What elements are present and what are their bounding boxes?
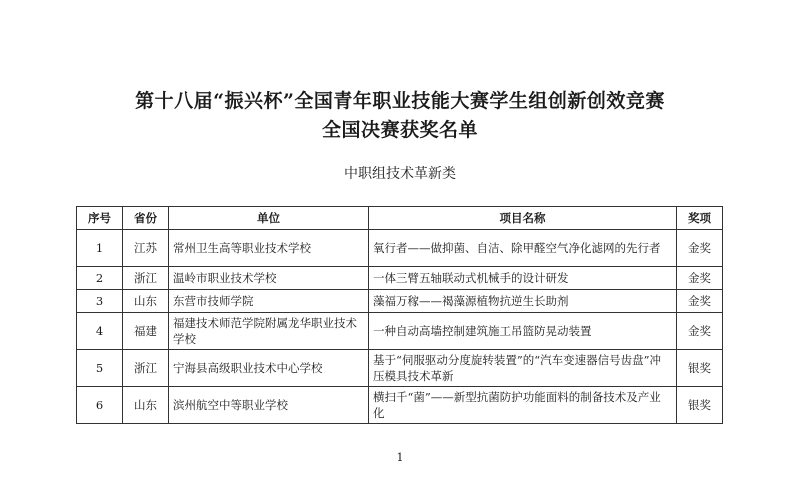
cell-award: 金奖: [677, 313, 723, 350]
cell-province: 浙江: [123, 350, 169, 387]
header-project: 项目名称: [369, 207, 677, 230]
table-row: [77, 313, 723, 350]
table-row: [77, 230, 723, 267]
cell-index: 5: [77, 350, 123, 387]
cell-award: 金奖: [677, 267, 723, 290]
table-row: [77, 387, 723, 424]
table-row: [77, 267, 723, 290]
cell-province: 浙江: [123, 267, 169, 290]
cell-unit: 滨州航空中等职业学校: [169, 387, 369, 424]
cell-unit: 东营市技师学院: [169, 290, 369, 313]
cell-project: 一种自动高墙控制建筑施工吊篮防晃动装置: [369, 313, 677, 350]
cell-project: 基于“伺服驱动分度旋转装置”的“汽车变速器信号齿盘”冲压模具技术革新: [369, 350, 677, 387]
cell-award: 金奖: [677, 290, 723, 313]
header-award: 奖项: [677, 207, 723, 230]
cell-award: 银奖: [677, 387, 723, 424]
cell-project: 一体三臂五轴联动式机械手的设计研发: [369, 267, 677, 290]
cell-award: 银奖: [677, 350, 723, 387]
cell-province: 江苏: [123, 230, 169, 267]
table-row: [77, 350, 723, 387]
cell-index: 1: [77, 230, 123, 267]
category-subtitle: 中职组技术革新类: [344, 166, 456, 182]
cell-province: 山东: [123, 290, 169, 313]
cell-project: 横扫千“菌”——新型抗菌防护功能面料的制备技术及产业化: [369, 387, 677, 424]
cell-index: 4: [77, 313, 123, 350]
cell-unit: 温岭市职业技术学校: [169, 267, 369, 290]
cell-project: 藻福万稼——褐藻源植物抗逆生长助剂: [369, 290, 677, 313]
cell-province: 山东: [123, 387, 169, 424]
table-header-row: [77, 207, 723, 230]
cell-award: 金奖: [677, 230, 723, 267]
cell-unit: 福建技术师范学院附属龙华职业技术学校: [169, 313, 369, 350]
cell-index: 6: [77, 387, 123, 424]
cell-province: 福建: [123, 313, 169, 350]
cell-index: 2: [77, 267, 123, 290]
document-title: 第十八届“振兴杯”全国青年职业技能大赛学生组创新创效竞赛: [135, 90, 665, 112]
cell-unit: 宁海县高级职业技术中心学校: [169, 350, 369, 387]
header-unit: 单位: [169, 207, 369, 230]
header-province: 省份: [123, 207, 169, 230]
cell-project: 氧行者——做抑菌、自洁、除甲醛空气净化滤网的先行者: [369, 230, 677, 267]
awards-table: [76, 206, 723, 424]
cell-index: 3: [77, 290, 123, 313]
document-title-line2: 全国决赛获奖名单: [321, 119, 478, 141]
page-number: 1: [396, 451, 404, 464]
cell-unit: 常州卫生高等职业技术学校: [169, 230, 369, 267]
header-index: 序号: [77, 207, 123, 230]
table-row: [77, 290, 723, 313]
